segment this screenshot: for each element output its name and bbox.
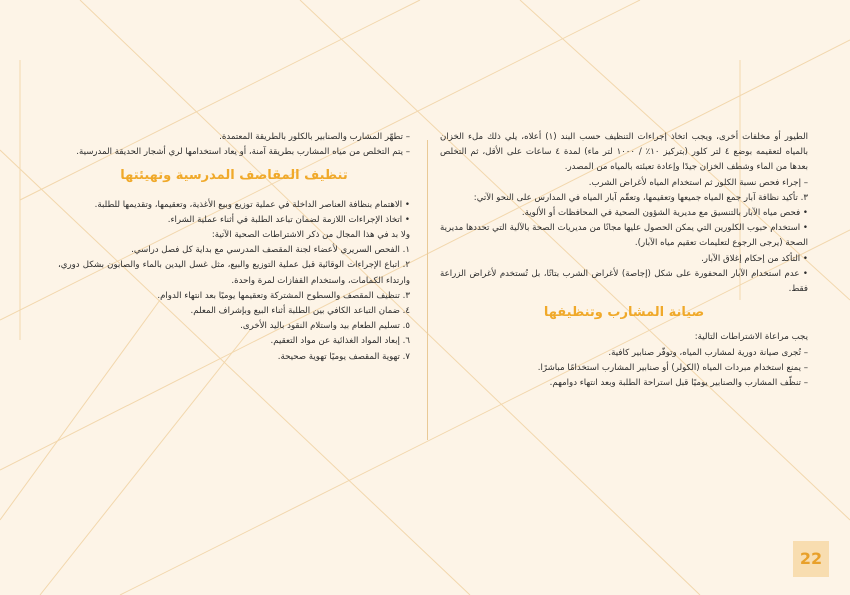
section-heading-drinking-fountains: صيانة المشارب وتنظيفها [543,305,705,321]
list-item: – يتم التخلص من مياه المشارب بطريقة آمنة، أو يعاد استخدامها لري أشجار الحديقة المدرسية. [76,147,410,158]
numbered-item: ٤. ضمان التباعد الكافي بين الطلبة أثناء البيع وبإشراف المعلم. [190,306,410,317]
list-item: – يمنع استخدام مبردات المياه (الكولر) أو صنابير المشارب استخدامًا مباشرًا. [537,362,808,373]
paragraph: الطيور أو مخلفات أخرى، ويجب اتخاذ إجراءات التنظيف حسب البند (١) أعلاه، يلي ذلك ملء الخزان بالمياه لتعقيمه بوضع ٤ لتر كلور (بتركيز ١٠٪ / ١٠٠٠ لتر ماء) لمدة ٤ ساعات على الأقل، ثم التخلص بعدها من الماء وشطف الخزان جيدًا وإعادة تعبئته بالمياه من المصدر. [440,132,808,173]
numbered-item: ٥. تسليم الطعام بيد واستلام النقود باليد الأخرى. [240,321,410,332]
bullet-item: • عدم استخدام الآبار المحفورة على شكل (إجاصة) لأغراض الشرب بتاتًا، بل تُستخدم لأغراض الزراعة فقط. [440,268,808,295]
bullet-item: • اتخاذ الإجراءات اللازمة لضمان تباعد الطلبة في أثناء عملية الشراء. [167,214,410,225]
paragraph: ٣. تأكيد نظافة آبار جمع المياه جميعها وتعقيمها، وتعقّم آبار المياه في المدارس على النحو الآتي: [473,192,808,203]
bullet-item: • الاهتمام بنظافة العناصر الداخلة في عملية توزيع وبيع الأغذية، وتعقيمها، وتقديمها للطلبة. [94,199,410,210]
list-item: – تطهّر المشارب والصنابير بالكلور بالطريقة المعتمدة. [219,132,410,142]
left-column [58,130,410,365]
column-divider [427,140,428,440]
paragraph: يجب مراعاة الاشتراطات التالية: [694,332,808,343]
paragraph: – إجراء فحص نسبة الكلور ثم استخدام المياه لأغراض الشرب. [588,177,808,188]
section-heading-school-canteens: تنظيف المقاصف المدرسية وتهيئتها [120,168,348,184]
numbered-item: ٧. تهوية المقصف يوميًا تهوية صحيحة. [277,351,410,362]
list-item: – تُجرى صيانة دورية لمشارب المياه، وتوفّر صنابير كافية. [608,347,808,358]
bullet-item: • استخدام حبوب الكلورين التي يمكن الحصول عليها مجانًا من مديريات الصحة بالآلية التي تحددها مديرية الصحة (يرجى الرجوع لتعليمات تعقيم مياه الآبار). [440,223,808,249]
numbered-item: ٣. تنظيف المقصف والسطوح المشتركة وتعقيمها يوميًا بعد انتهاء الدوام. [157,290,410,301]
numbered-item: ٢. اتباع الإجراءات الوقائية قبل عملية التوزيع والبيع، مثل غسل اليدين بالماء والصابون بشكل دوري، وارتداء الكمامات، واستخدام القفازات لمرة واحدة. [58,260,410,286]
bullet-item: • فحص مياه الآبار بالتنسيق مع مديرية الشؤون الصحية في المحافظات أو الألوية. [521,208,808,219]
page-number: 22 [793,541,829,577]
numbered-item: ١. الفحص السريري لأعضاء لجنة المقصف المدرسي مع بداية كل فصل دراسي. [131,245,410,256]
list-item: – تنظّف المشارب والصنابير يوميًا قبل استراحة الطلبة وبعد انتهاء دوامهم. [549,378,808,389]
paragraph: ولا بد في هذا المجال من ذكر الاشتراطات الصحية الآتية: [211,230,410,241]
numbered-item: ٦. إبعاد المواد الغذائية عن مواد التعقيم. [270,336,410,347]
right-column [440,130,808,391]
bullet-item: • التأكد من إحكام إغلاق الآبار. [701,253,808,264]
